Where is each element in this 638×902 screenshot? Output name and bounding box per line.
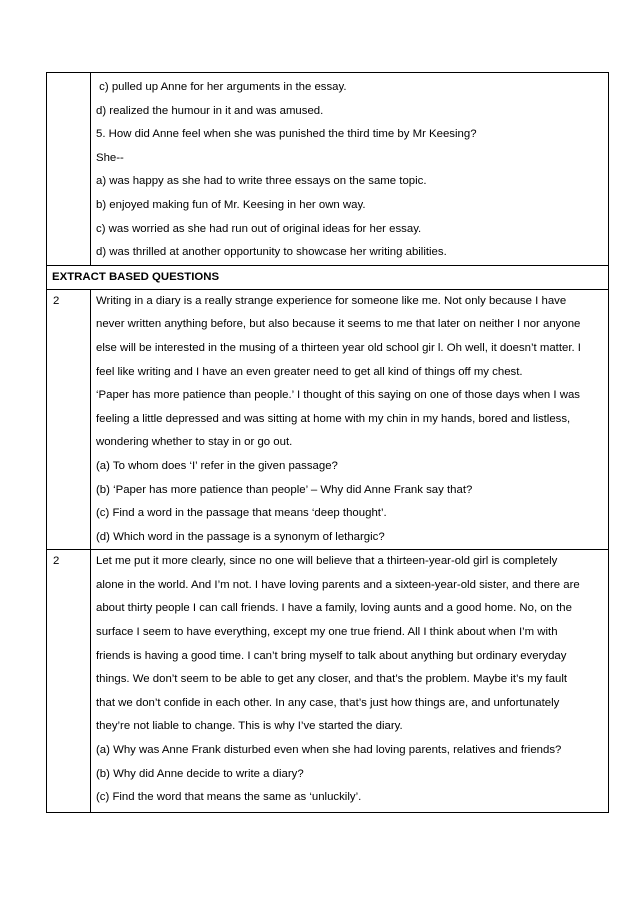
text-line: feeling a little depressed and was sitting at home with my chin in my hands, bored and listless, <box>96 412 571 425</box>
section-header: EXTRACT BASED QUESTIONS <box>47 265 609 289</box>
extract-row <box>47 289 609 550</box>
text-line: a) was happy as she had to write three essays on the same topic. <box>96 175 427 188</box>
text-line: (b) ‘Paper has more patience than people’ – Why did Anne Frank say that? <box>96 483 473 496</box>
text-line: (a) To whom does ‘I’ refer in the given passage? <box>96 459 338 472</box>
section-header-row <box>47 265 609 289</box>
question-number-cell <box>47 550 91 813</box>
text-line: ‘Paper has more patience than people.’ I thought of this saying on one of those days when I was <box>96 389 580 402</box>
text-line: (a) Why was Anne Frank disturbed even when she had loving parents, relatives and friends? <box>96 744 562 757</box>
extract-row <box>47 550 609 813</box>
text-line: c) was worried as she had run out of original ideas for her essay. <box>96 222 422 235</box>
text-line: Writing in a diary is a really strange experience for someone like me. Not only because I have <box>96 294 567 307</box>
text-line: alone in the world. And I’m not. I have loving parents and a sixteen-year-old sister, and there are <box>96 578 580 591</box>
text-line: else will be interested in the musing of a thirteen year old school gir l. Oh well, it doesn’t matter. I <box>96 341 581 354</box>
question-number: 2 <box>53 555 60 568</box>
text-line: (d) Which word in the passage is a synonym of lethargic? <box>96 530 385 543</box>
question-number-cell <box>47 73 91 266</box>
text-line: feel like writing and I have an even greater need to get all kind of things off my chest. <box>96 365 523 378</box>
text-line: She-- <box>96 151 124 164</box>
text-line: d) realized the humour in it and was amused. <box>96 104 324 117</box>
text-line: b) enjoyed making fun of Mr. Keesing in her own way. <box>96 198 366 211</box>
question-number-cell <box>47 289 91 550</box>
text-line: things. We don’t seem to be able to get any closer, and that’s the problem. Maybe it’s my fault <box>96 673 568 686</box>
text-line: friends is having a good time. I can’t bring myself to talk about anything but ordinary everyday <box>96 649 567 662</box>
text-line: (b) Why did Anne decide to write a diary? <box>96 767 304 780</box>
text-line: never written anything before, but also because it seems to me that later on neither I nor anyone <box>96 318 581 331</box>
question-number: 2 <box>53 294 60 307</box>
continuation-row <box>47 73 609 266</box>
extract-content-cell <box>91 550 609 813</box>
text-line: d) was thrilled at another opportunity to showcase her writing abilities. <box>96 246 447 259</box>
extract-content-cell <box>91 289 609 550</box>
text-line: surface I seem to have everything, except my one true friend. All I think about when I’m with <box>96 626 558 639</box>
text-line: Let me put it more clearly, since no one will believe that a thirteen-year-old girl is completely <box>96 555 558 568</box>
text-line: 5. How did Anne feel when she was punished the third time by Mr Keesing? <box>96 128 477 141</box>
question-content-cell <box>91 73 609 266</box>
text-line: about thirty people I can call friends. I have a family, loving aunts and a good home. No, on the <box>96 602 572 615</box>
text-line: (c) Find a word in the passage that means ‘deep thought’. <box>96 507 387 520</box>
question-number <box>53 73 90 100</box>
text-line: c) pulled up Anne for her arguments in the essay. <box>96 81 347 93</box>
text-line: wondering whether to stay in or go out. <box>96 436 293 449</box>
question-table <box>46 72 609 813</box>
text-line: they’re not liable to change. This is why I’ve started the diary. <box>96 720 403 733</box>
text-line: (c) Find the word that means the same as ‘unluckily’. <box>96 791 362 804</box>
text-line: that we don’t confide in each other. In any case, that’s just how things are, and unfortunately <box>96 696 560 709</box>
